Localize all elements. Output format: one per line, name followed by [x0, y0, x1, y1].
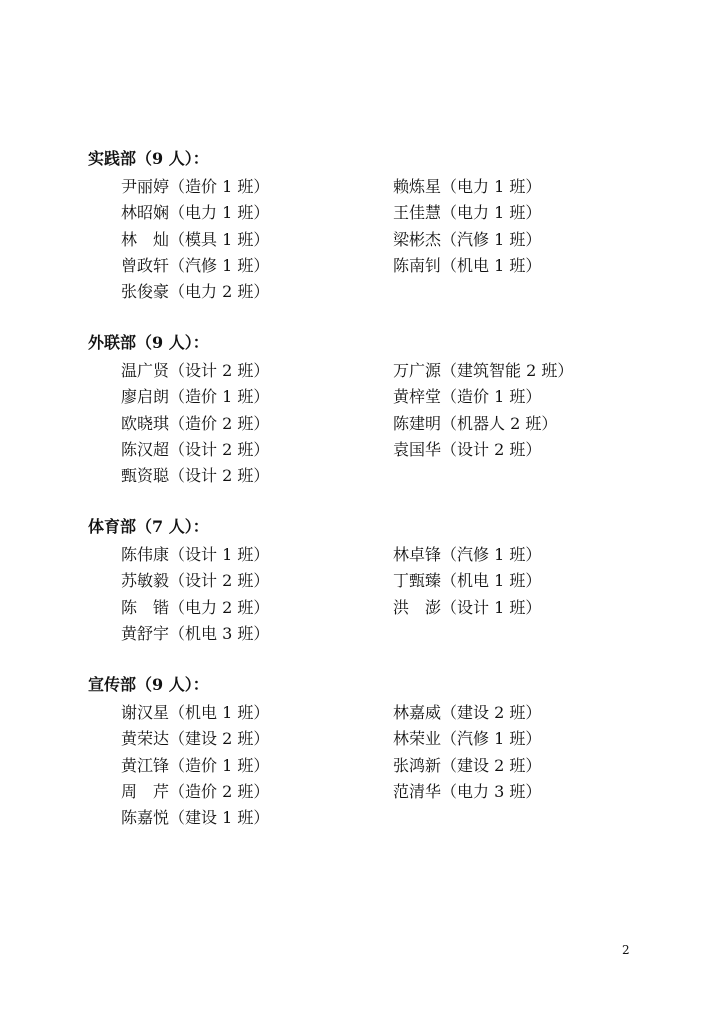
member-entry: 黄江锋（造价 1 班） [121, 755, 270, 775]
member-entry: 张俊豪（电力 2 班） [121, 282, 270, 302]
member-entry: 范清华（电力 3 班） [393, 781, 542, 801]
member-entry: 陈建明（机器人 2 班） [393, 413, 558, 433]
member-entry: 陈 锴（电力 2 班） [121, 597, 270, 617]
member-entry: 周 芹（造价 2 班） [121, 781, 270, 801]
member-entry: 丁甄臻（机电 1 班） [393, 571, 542, 591]
member-list [121, 700, 648, 831]
member-list [121, 174, 648, 305]
member-entry: 陈嘉悦（建设 1 班） [121, 808, 270, 828]
member-entry: 林昭娴（电力 1 班） [121, 203, 270, 223]
section-title: 体育部（7 人）： [88, 517, 209, 536]
member-entry: 林卓锋（汽修 1 班） [393, 545, 542, 564]
member-entry: 黄梓堂（造价 1 班） [393, 387, 542, 407]
member-entry: 梁彬杰（汽修 1 班） [393, 229, 542, 249]
member-list [121, 542, 648, 647]
section-publicity [88, 672, 648, 831]
member-entry: 曾政轩（汽修 1 班） [121, 255, 270, 275]
member-entry: 林嘉威（建设 2 班） [393, 703, 542, 722]
member-entry: 袁国华（设计 2 班） [393, 439, 542, 459]
member-entry: 苏敏毅（设计 2 班） [121, 571, 270, 591]
section-practice [88, 146, 648, 305]
member-entry: 谢汉星（机电 1 班） [121, 703, 270, 722]
member-entry: 尹丽婷（造价 1 班） [121, 177, 270, 196]
member-entry: 林荣业（汽修 1 班） [393, 729, 542, 749]
member-entry: 陈伟康（设计 1 班） [121, 545, 270, 564]
section-title: 宣传部（9 人）： [88, 675, 209, 694]
member-entry: 王佳慧（电力 1 班） [393, 203, 542, 223]
section-external [88, 330, 648, 489]
member-entry: 张鸿新（建设 2 班） [393, 755, 542, 775]
section-title: 实践部（9 人）： [88, 149, 209, 168]
member-entry: 陈汉超（设计 2 班） [121, 439, 270, 459]
member-list [121, 358, 648, 489]
member-entry: 林 灿（模具 1 班） [121, 229, 270, 249]
section-sports [88, 514, 648, 647]
member-entry: 甄资聪（设计 2 班） [121, 466, 270, 486]
member-entry: 黄荣达（建设 2 班） [121, 729, 270, 749]
member-entry: 万广源（建筑智能 2 班） [393, 361, 574, 380]
member-entry: 洪 澎（设计 1 班） [393, 597, 542, 617]
member-entry: 陈南钊（机电 1 班） [393, 255, 542, 275]
section-title: 外联部（9 人）： [88, 333, 209, 352]
member-entry: 欧晓琪（造价 2 班） [121, 413, 270, 433]
member-entry: 黄舒宇（机电 3 班） [121, 623, 270, 643]
page-number: 2 [622, 943, 630, 957]
member-entry: 廖启朗（造价 1 班） [121, 387, 270, 407]
member-entry: 温广贤（设计 2 班） [121, 361, 270, 380]
member-entry: 赖炼星（电力 1 班） [393, 177, 542, 196]
